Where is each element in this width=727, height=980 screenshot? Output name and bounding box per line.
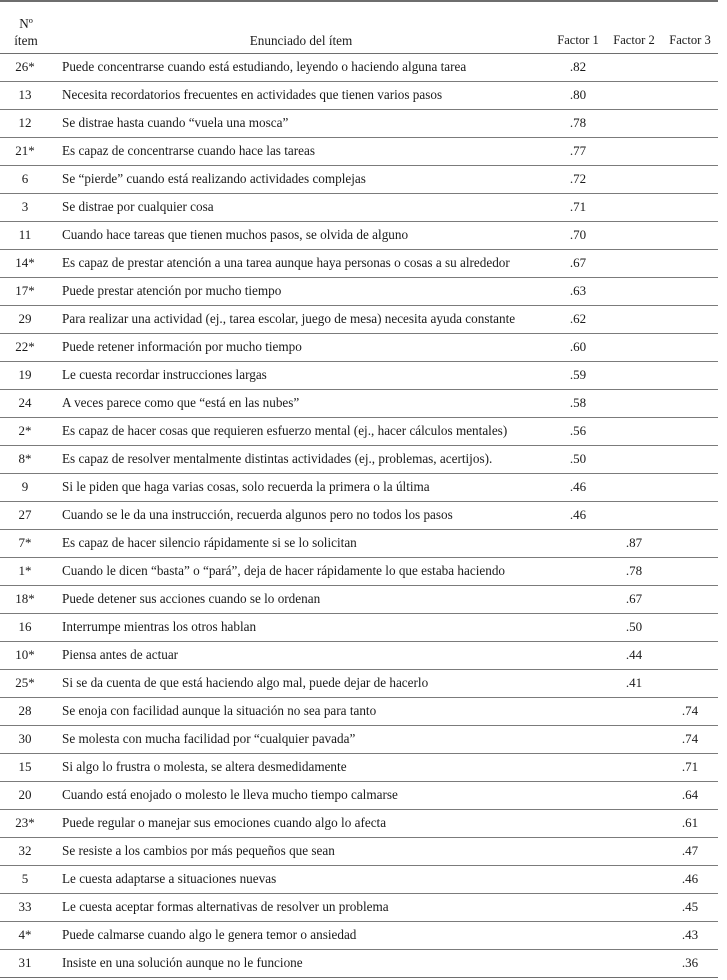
table-row xyxy=(0,586,718,614)
factor-3-value-cell xyxy=(662,502,718,530)
factor-1-value-cell xyxy=(550,810,606,838)
factor-1-value-cell xyxy=(550,894,606,922)
item-number-cell: 4* xyxy=(0,922,52,950)
factor-3-value-cell xyxy=(662,642,718,670)
factor-2-value-cell xyxy=(606,306,662,334)
factor-1-value-cell xyxy=(550,698,606,726)
factor-3-value-cell xyxy=(662,278,718,306)
factor-1-value-cell xyxy=(550,754,606,782)
table-row xyxy=(0,782,718,810)
factor-2-value-cell: .41 xyxy=(606,670,662,698)
factor-1-value-cell xyxy=(550,670,606,698)
item-number-cell: 16 xyxy=(0,614,52,642)
factor-2-value-cell xyxy=(606,782,662,810)
column-header-factor-3: Factor 3 xyxy=(662,1,718,54)
item-statement-cell: Puede regular o manejar sus emociones cuando algo lo afecta xyxy=(52,810,550,838)
factor-3-value-cell xyxy=(662,418,718,446)
item-number-cell: 23* xyxy=(0,810,52,838)
factor-2-value-cell xyxy=(606,54,662,82)
factor-3-value-cell: .71 xyxy=(662,754,718,782)
item-statement-cell: Es capaz de resolver mentalmente distintas actividades (ej., problemas, acertijos). xyxy=(52,446,550,474)
item-statement-cell: Puede prestar atención por mucho tiempo xyxy=(52,278,550,306)
table-row xyxy=(0,502,718,530)
header-row xyxy=(0,1,718,54)
factor-3-value-cell: .74 xyxy=(662,698,718,726)
table-row xyxy=(0,362,718,390)
table-row xyxy=(0,250,718,278)
item-number-cell: 3 xyxy=(0,194,52,222)
table-row xyxy=(0,866,718,894)
factor-1-value-cell: .63 xyxy=(550,278,606,306)
item-statement-cell: Cuando está enojado o molesto le lleva mucho tiempo calmarse xyxy=(52,782,550,810)
item-statement-cell: Es capaz de hacer cosas que requieren esfuerzo mental (ej., hacer cálculos mentales) xyxy=(52,418,550,446)
factor-2-value-cell xyxy=(606,866,662,894)
factor-1-value-cell: .77 xyxy=(550,138,606,166)
table-row xyxy=(0,838,718,866)
item-statement-cell: Puede detener sus acciones cuando se lo ordenan xyxy=(52,586,550,614)
factor-1-value-cell: .72 xyxy=(550,166,606,194)
factor-2-value-cell xyxy=(606,82,662,110)
factor-2-value-cell xyxy=(606,754,662,782)
item-statement-cell: Cuando hace tareas que tienen muchos pasos, se olvida de alguno xyxy=(52,222,550,250)
item-number-cell: 24 xyxy=(0,390,52,418)
table-row xyxy=(0,390,718,418)
table-row xyxy=(0,726,718,754)
item-statement-cell: Le cuesta recordar instrucciones largas xyxy=(52,362,550,390)
table-row xyxy=(0,950,718,978)
table-row xyxy=(0,82,718,110)
factor-1-value-cell xyxy=(550,922,606,950)
column-header-factor-2: Factor 2 xyxy=(606,1,662,54)
table-row xyxy=(0,138,718,166)
factor-2-value-cell xyxy=(606,110,662,138)
factor-2-value-cell xyxy=(606,222,662,250)
item-number-cell: 6 xyxy=(0,166,52,194)
item-statement-cell: Insiste en una solución aunque no le funcione xyxy=(52,950,550,978)
table-header xyxy=(0,1,718,54)
factor-1-value-cell: .46 xyxy=(550,474,606,502)
table-row xyxy=(0,922,718,950)
factor-1-value-cell: .82 xyxy=(550,54,606,82)
factor-2-value-cell xyxy=(606,474,662,502)
factor-3-value-cell xyxy=(662,54,718,82)
factor-3-value-cell xyxy=(662,670,718,698)
factor-3-value-cell xyxy=(662,390,718,418)
factor-1-value-cell: .71 xyxy=(550,194,606,222)
item-statement-cell: Le cuesta aceptar formas alternativas de resolver un problema xyxy=(52,894,550,922)
factor-3-value-cell xyxy=(662,222,718,250)
table-row xyxy=(0,446,718,474)
factor-2-value-cell xyxy=(606,278,662,306)
item-number-cell: 2* xyxy=(0,418,52,446)
table-row xyxy=(0,474,718,502)
item-statement-cell: Si se da cuenta de que está haciendo algo mal, puede dejar de hacerlo xyxy=(52,670,550,698)
table-row xyxy=(0,698,718,726)
factor-2-value-cell xyxy=(606,726,662,754)
factor-3-value-cell: .61 xyxy=(662,810,718,838)
factor-1-value-cell: .56 xyxy=(550,418,606,446)
item-number-cell: 20 xyxy=(0,782,52,810)
factor-2-value-cell xyxy=(606,502,662,530)
item-statement-cell: Es capaz de concentrarse cuando hace las tareas xyxy=(52,138,550,166)
factor-2-value-cell: .78 xyxy=(606,558,662,586)
factor-1-value-cell: .80 xyxy=(550,82,606,110)
item-statement-cell: Es capaz de prestar atención a una tarea aunque haya personas o cosas a su alrededor xyxy=(52,250,550,278)
factor-2-value-cell xyxy=(606,446,662,474)
item-statement-cell: Para realizar una actividad (ej., tarea escolar, juego de mesa) necesita ayuda constante xyxy=(52,306,550,334)
item-statement-cell: Se distrae hasta cuando “vuela una mosca” xyxy=(52,110,550,138)
item-statement-cell: Necesita recordatorios frecuentes en actividades que tienen varios pasos xyxy=(52,82,550,110)
item-number-cell: 27 xyxy=(0,502,52,530)
factor-3-value-cell xyxy=(662,110,718,138)
factor-1-value-cell xyxy=(550,866,606,894)
factor-2-value-cell xyxy=(606,390,662,418)
item-statement-cell: Le cuesta adaptarse a situaciones nuevas xyxy=(52,866,550,894)
factor-1-value-cell: .62 xyxy=(550,306,606,334)
item-statement-cell: Se “pierde” cuando está realizando actividades complejas xyxy=(52,166,550,194)
item-number-cell: 32 xyxy=(0,838,52,866)
factor-3-value-cell: .43 xyxy=(662,922,718,950)
factor-1-value-cell: .50 xyxy=(550,446,606,474)
factor-1-value-cell xyxy=(550,838,606,866)
factor-3-value-cell: .45 xyxy=(662,894,718,922)
column-header-factor-1: Factor 1 xyxy=(550,1,606,54)
table-row xyxy=(0,558,718,586)
factor-1-value-cell xyxy=(550,558,606,586)
factor-3-value-cell xyxy=(662,194,718,222)
factor-1-value-cell xyxy=(550,726,606,754)
item-statement-cell: Se resiste a los cambios por más pequeños que sean xyxy=(52,838,550,866)
column-header-item-number-line2: ítem xyxy=(14,32,38,48)
table-row xyxy=(0,306,718,334)
item-number-cell: 25* xyxy=(0,670,52,698)
factor-3-value-cell xyxy=(662,334,718,362)
factor-2-value-cell xyxy=(606,362,662,390)
item-number-cell: 17* xyxy=(0,278,52,306)
factor-2-value-cell xyxy=(606,166,662,194)
table-body xyxy=(0,54,718,978)
table-row xyxy=(0,530,718,558)
factor-3-value-cell xyxy=(662,82,718,110)
item-number-cell: 14* xyxy=(0,250,52,278)
item-statement-cell: Cuando se le da una instrucción, recuerda algunos pero no todos los pasos xyxy=(52,502,550,530)
factor-2-value-cell: .44 xyxy=(606,642,662,670)
table-row xyxy=(0,194,718,222)
factor-3-value-cell xyxy=(662,362,718,390)
factor-1-value-cell xyxy=(550,642,606,670)
item-number-cell: 5 xyxy=(0,866,52,894)
factor-1-value-cell xyxy=(550,950,606,978)
item-number-cell: 28 xyxy=(0,698,52,726)
item-number-cell: 31 xyxy=(0,950,52,978)
item-number-cell: 26* xyxy=(0,54,52,82)
item-number-cell: 19 xyxy=(0,362,52,390)
table-row xyxy=(0,670,718,698)
factor-3-value-cell xyxy=(662,530,718,558)
item-number-cell: 15 xyxy=(0,754,52,782)
item-statement-cell: Puede concentrarse cuando está estudiando, leyendo o haciendo alguna tarea xyxy=(52,54,550,82)
factor-2-value-cell xyxy=(606,138,662,166)
item-statement-cell: Se distrae por cualquier cosa xyxy=(52,194,550,222)
factor-3-value-cell: .74 xyxy=(662,726,718,754)
item-statement-cell: Cuando le dicen “basta” o “pará”, deja de hacer rápidamente lo que estaba haciendo xyxy=(52,558,550,586)
column-header-item-number xyxy=(0,1,52,54)
factor-2-value-cell xyxy=(606,950,662,978)
table-row xyxy=(0,278,718,306)
item-number-cell: 7* xyxy=(0,530,52,558)
factor-1-value-cell xyxy=(550,586,606,614)
factor-3-value-cell xyxy=(662,138,718,166)
item-number-cell: 29 xyxy=(0,306,52,334)
table-row xyxy=(0,754,718,782)
table-row xyxy=(0,642,718,670)
factor-2-value-cell xyxy=(606,810,662,838)
factor-2-value-cell xyxy=(606,194,662,222)
item-number-cell: 12 xyxy=(0,110,52,138)
table-row xyxy=(0,166,718,194)
factor-3-value-cell xyxy=(662,614,718,642)
item-statement-cell: Piensa antes de actuar xyxy=(52,642,550,670)
factor-3-value-cell: .46 xyxy=(662,866,718,894)
factor-3-value-cell: .47 xyxy=(662,838,718,866)
factor-1-value-cell xyxy=(550,782,606,810)
column-header-item-statement: Enunciado del ítem xyxy=(52,1,550,54)
factor-1-value-cell xyxy=(550,530,606,558)
factor-3-value-cell xyxy=(662,306,718,334)
item-number-cell: 33 xyxy=(0,894,52,922)
factor-3-value-cell xyxy=(662,166,718,194)
item-number-cell: 8* xyxy=(0,446,52,474)
factor-2-value-cell xyxy=(606,698,662,726)
factor-3-value-cell xyxy=(662,474,718,502)
factor-2-value-cell: .67 xyxy=(606,586,662,614)
table-row xyxy=(0,54,718,82)
factor-3-value-cell xyxy=(662,586,718,614)
table-row xyxy=(0,614,718,642)
item-number-cell: 13 xyxy=(0,82,52,110)
factor-3-value-cell: .64 xyxy=(662,782,718,810)
item-statement-cell: Si algo lo frustra o molesta, se altera desmedidamente xyxy=(52,754,550,782)
table-row xyxy=(0,222,718,250)
factor-2-value-cell xyxy=(606,894,662,922)
factor-2-value-cell xyxy=(606,838,662,866)
item-number-cell: 11 xyxy=(0,222,52,250)
table-row xyxy=(0,894,718,922)
item-number-cell: 9 xyxy=(0,474,52,502)
table-row xyxy=(0,418,718,446)
item-statement-cell: A veces parece como que “está en las nubes” xyxy=(52,390,550,418)
factor-3-value-cell xyxy=(662,250,718,278)
factor-1-value-cell: .70 xyxy=(550,222,606,250)
factor-2-value-cell xyxy=(606,334,662,362)
item-number-cell: 18* xyxy=(0,586,52,614)
item-statement-cell: Si le piden que haga varias cosas, solo recuerda la primera o la última xyxy=(52,474,550,502)
item-statement-cell: Interrumpe mientras los otros hablan xyxy=(52,614,550,642)
item-statement-cell: Se enoja con facilidad aunque la situación no sea para tanto xyxy=(52,698,550,726)
factor-3-value-cell xyxy=(662,558,718,586)
factor-2-value-cell: .50 xyxy=(606,614,662,642)
factor-3-value-cell: .36 xyxy=(662,950,718,978)
item-number-cell: 1* xyxy=(0,558,52,586)
factor-2-value-cell xyxy=(606,250,662,278)
factor-1-value-cell xyxy=(550,614,606,642)
factor-1-value-cell: .59 xyxy=(550,362,606,390)
factor-1-value-cell: .46 xyxy=(550,502,606,530)
factor-1-value-cell: .58 xyxy=(550,390,606,418)
table-row xyxy=(0,110,718,138)
item-statement-cell: Puede retener información por mucho tiempo xyxy=(52,334,550,362)
item-statement-cell: Puede calmarse cuando algo le genera temor o ansiedad xyxy=(52,922,550,950)
factor-1-value-cell: .78 xyxy=(550,110,606,138)
factor-2-value-cell xyxy=(606,922,662,950)
factor-3-value-cell xyxy=(662,446,718,474)
factor-2-value-cell xyxy=(606,418,662,446)
table-row xyxy=(0,810,718,838)
item-number-cell: 10* xyxy=(0,642,52,670)
factor-2-value-cell: .87 xyxy=(606,530,662,558)
item-statement-cell: Es capaz de hacer silencio rápidamente si se lo solicitan xyxy=(52,530,550,558)
column-header-item-number-line1: Nº xyxy=(19,16,33,31)
item-statement-cell: Se molesta con mucha facilidad por “cualquier pavada” xyxy=(52,726,550,754)
factor-1-value-cell: .67 xyxy=(550,250,606,278)
factor-1-value-cell: .60 xyxy=(550,334,606,362)
item-number-cell: 21* xyxy=(0,138,52,166)
item-number-cell: 30 xyxy=(0,726,52,754)
table-row xyxy=(0,334,718,362)
item-number-cell: 22* xyxy=(0,334,52,362)
